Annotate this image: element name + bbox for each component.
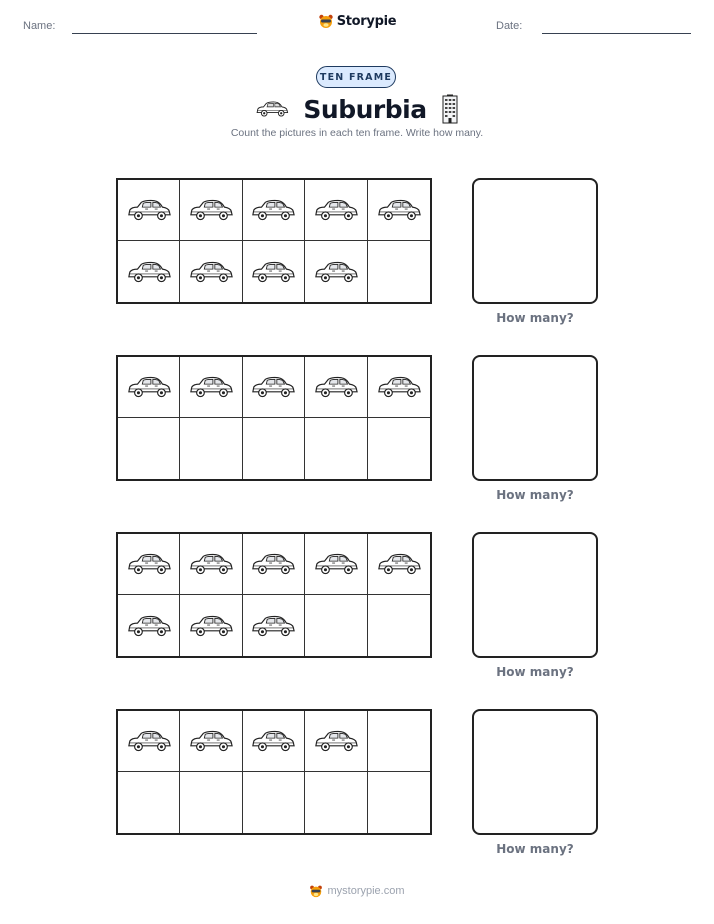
ten-frame-cell [180, 418, 242, 479]
building-icon [441, 94, 459, 124]
car-icon [126, 259, 172, 285]
answer-box-2[interactable] [472, 355, 598, 481]
car-icon [188, 551, 234, 577]
footer [0, 884, 714, 898]
answer-box-3[interactable] [472, 532, 598, 658]
car-icon [255, 100, 289, 118]
ten-frame-cell [243, 357, 305, 418]
ten-frame-cell [243, 180, 305, 241]
car-icon [376, 374, 422, 400]
ten-frame-cell [305, 180, 367, 241]
ten-frame-cell [180, 772, 242, 833]
title-row [0, 92, 714, 126]
car-icon [250, 613, 296, 639]
car-icon [188, 374, 234, 400]
ten-frame-cell [368, 357, 430, 418]
car-icon [188, 259, 234, 285]
ten-frame-cell [118, 418, 180, 479]
ten-frame-3 [116, 532, 432, 658]
answer-box-4[interactable] [472, 709, 598, 835]
instructions: Count the pictures in each ten frame. Write how many. [230, 127, 484, 139]
car-icon [188, 728, 234, 754]
footer-link[interactable]: mystorypie.com [327, 885, 405, 897]
date-label: Date: [496, 20, 523, 32]
name-label: Name: [23, 20, 56, 32]
car-icon [313, 259, 359, 285]
answer-box-1[interactable] [472, 178, 598, 304]
ten-frame-cell [118, 772, 180, 833]
ten-frame-cell [118, 534, 180, 595]
car-icon [126, 197, 172, 223]
ten-frame-cell [243, 595, 305, 656]
car-icon [188, 613, 234, 639]
ten-frame-1 [116, 178, 432, 304]
car-icon [126, 613, 172, 639]
car-icon [250, 259, 296, 285]
ten-frame-cell [305, 534, 367, 595]
ten-frame-cell [368, 241, 430, 302]
car-icon [376, 551, 422, 577]
ten-frame-cell [305, 595, 367, 656]
car-icon [313, 374, 359, 400]
ten-frame-cell [118, 357, 180, 418]
ten-frame-2 [116, 355, 432, 481]
name-line[interactable] [72, 33, 257, 34]
car-icon [313, 551, 359, 577]
ten-frame-cell [180, 357, 242, 418]
car-icon [313, 728, 359, 754]
how-many-label-2: How many? [496, 488, 574, 502]
car-icon [250, 551, 296, 577]
car-icon [250, 374, 296, 400]
ten-frame-cell [368, 534, 430, 595]
how-many-label-4: How many? [496, 842, 574, 856]
car-icon [376, 197, 422, 223]
ten-frame-cell [243, 241, 305, 302]
ten-frame-cell [368, 711, 430, 772]
page-title: Suburbia [303, 94, 427, 124]
ten-frame-cell [180, 241, 242, 302]
ten-frame-cell [118, 595, 180, 656]
car-icon [250, 728, 296, 754]
ten-frame-cell [368, 180, 430, 241]
ten-frame-cell [180, 180, 242, 241]
ten-frame-cell [368, 595, 430, 656]
car-icon [313, 197, 359, 223]
how-many-label-1: How many? [496, 311, 574, 325]
bear-logo-icon [318, 13, 334, 29]
car-icon [126, 374, 172, 400]
ten-frame-cell [243, 711, 305, 772]
ten-frame-cell [118, 180, 180, 241]
ten-frame-cell [243, 772, 305, 833]
brand-name: Storypie [336, 13, 397, 29]
ten-frame-cell [180, 711, 242, 772]
car-icon [250, 197, 296, 223]
ten-frame-cell [118, 711, 180, 772]
car-icon [126, 551, 172, 577]
worksheet-type-badge: TEN FRAME [316, 66, 396, 88]
brand [0, 13, 714, 29]
date-line[interactable] [542, 33, 691, 34]
car-icon [126, 728, 172, 754]
ten-frame-cell [243, 534, 305, 595]
bear-logo-icon [309, 884, 323, 898]
ten-frame-cell [305, 711, 367, 772]
ten-frame-cell [180, 595, 242, 656]
ten-frame-cell [305, 241, 367, 302]
ten-frame-cell [243, 418, 305, 479]
ten-frame-cell [180, 534, 242, 595]
ten-frame-cell [118, 241, 180, 302]
ten-frame-cell [368, 772, 430, 833]
ten-frame-cell [305, 418, 367, 479]
ten-frame-4 [116, 709, 432, 835]
how-many-label-3: How many? [496, 665, 574, 679]
car-icon [188, 197, 234, 223]
ten-frame-cell [368, 418, 430, 479]
ten-frame-cell [305, 772, 367, 833]
ten-frame-cell [305, 357, 367, 418]
